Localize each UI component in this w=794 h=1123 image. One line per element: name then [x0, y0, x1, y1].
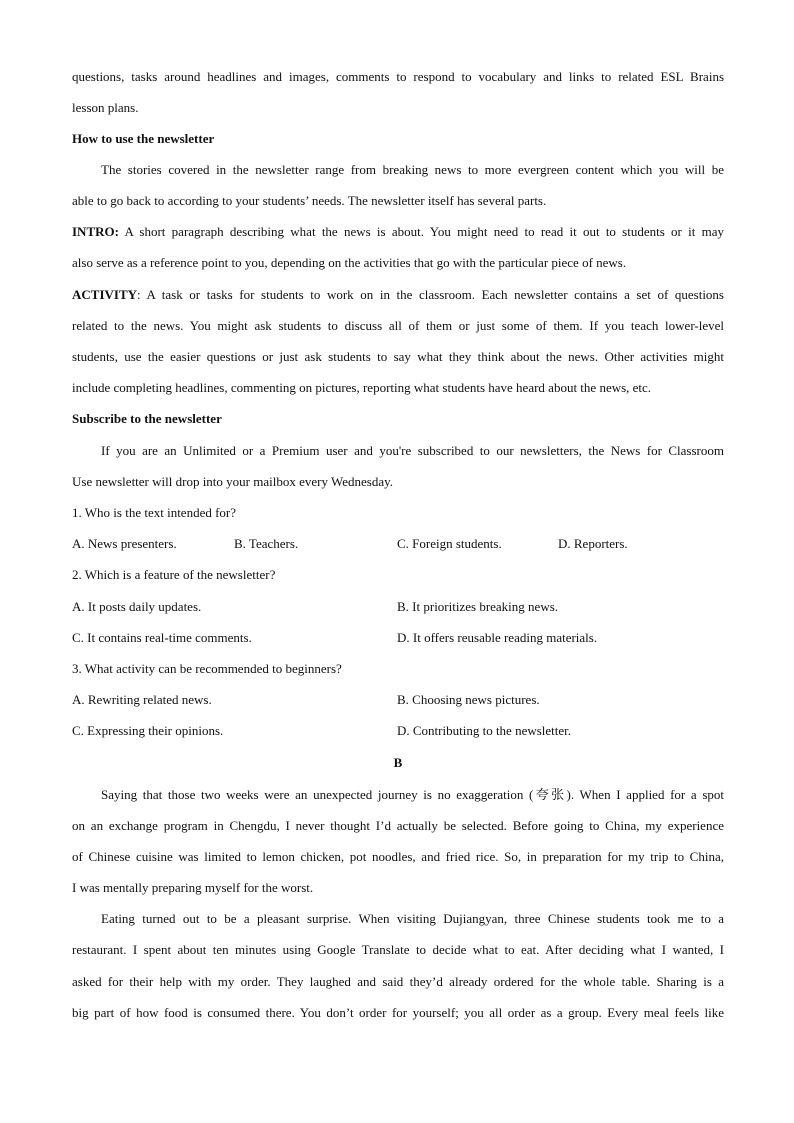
- answer-option: C. It contains real-time comments.: [72, 630, 252, 645]
- text-line: on an exchange program in Chengdu, I never thought I’d actually be selected. Before going to China, my experience: [72, 818, 724, 833]
- answer-option: A. News presenters.: [72, 536, 177, 551]
- intro-label: INTRO:: [72, 224, 119, 239]
- activity-line: [72, 288, 724, 301]
- text-line: restaurant. I spent about ten minutes using Google Translate to decide what to eat. After deciding what I wanted, I: [72, 942, 724, 957]
- intro-line: [72, 225, 724, 238]
- answer-option: B. Choosing news pictures.: [397, 692, 540, 707]
- answer-option: C. Foreign students.: [397, 536, 502, 551]
- text-line: include completing headlines, commenting on pictures, reporting what students have heard about the news, etc.: [72, 380, 652, 395]
- text-line: Eating turned out to be a pleasant surprise. When visiting Dujiangyan, three Chinese students took me to a: [101, 911, 724, 926]
- answer-option: B. Teachers.: [234, 536, 299, 551]
- answer-option: D. Contributing to the newsletter.: [397, 723, 572, 738]
- question-stem: 2. Which is a feature of the newsletter?: [72, 567, 276, 582]
- answer-option: C. Expressing their opinions.: [72, 723, 224, 738]
- answer-option: A. It posts daily updates.: [72, 599, 202, 614]
- text-span: A short paragraph describing what the news is about. You might need to read it out to students or it may: [118, 224, 724, 239]
- answer-option: D. Reporters.: [558, 536, 628, 551]
- text-line: able to go back to according to your students’ needs. The newsletter itself has several parts.: [72, 193, 547, 208]
- text-line: I was mentally preparing myself for the worst.: [72, 880, 314, 895]
- text-line: big part of how food is consumed there. You don’t order for yourself; you all order as a group. Every meal feels like: [72, 1005, 724, 1020]
- text-line: Use newsletter will drop into your mailbox every Wednesday.: [72, 474, 393, 489]
- activity-label: ACTIVITY: [72, 287, 138, 302]
- text-line: If you are an Unlimited or a Premium user and you're subscribed to our newsletters, the News for Classroom: [101, 443, 724, 458]
- text-line: also serve as a reference point to you, depending on the activities that go with the particular piece of news.: [72, 255, 627, 270]
- text-line: related to the news. You might ask students to discuss all of them or just some of them. If you teach lower-level: [72, 318, 724, 333]
- text-line: questions, tasks around headlines and images, comments to respond to vocabulary and links to related ESL Brains: [72, 69, 724, 84]
- text-line: lesson plans.: [72, 100, 139, 115]
- text-line: Saying that those two weeks were an unexpected journey is no exaggeration (夸张). When I applied for a spot: [101, 787, 724, 802]
- question-stem: 3. What activity can be recommended to beginners?: [72, 661, 342, 676]
- text-line: students, use the easier questions or just ask students to say what they think about the news. Other activities might: [72, 349, 724, 364]
- text-line: The stories covered in the newsletter range from breaking news to more evergreen content which you will be: [101, 162, 724, 177]
- section-heading: Subscribe to the newsletter: [72, 411, 222, 426]
- text-span: : A task or tasks for students to work on in the classroom. Each newsletter contains a set of questions: [137, 287, 724, 302]
- answer-option: A. Rewriting related news.: [72, 692, 212, 707]
- question-stem: 1. Who is the text intended for?: [72, 505, 237, 520]
- answer-option: D. It offers reusable reading materials.: [397, 630, 598, 645]
- text-line: asked for their help with my order. They laughed and said they’d already ordered for the whole table. Sharing is a: [72, 974, 724, 989]
- text-line: of Chinese cuisine was limited to lemon chicken, pot noodles, and fried rice. So, in preparation for my trip to China,: [72, 849, 724, 864]
- section-label: B: [393, 755, 403, 770]
- section-heading: How to use the newsletter: [72, 131, 215, 146]
- answer-option: B. It prioritizes breaking news.: [397, 599, 559, 614]
